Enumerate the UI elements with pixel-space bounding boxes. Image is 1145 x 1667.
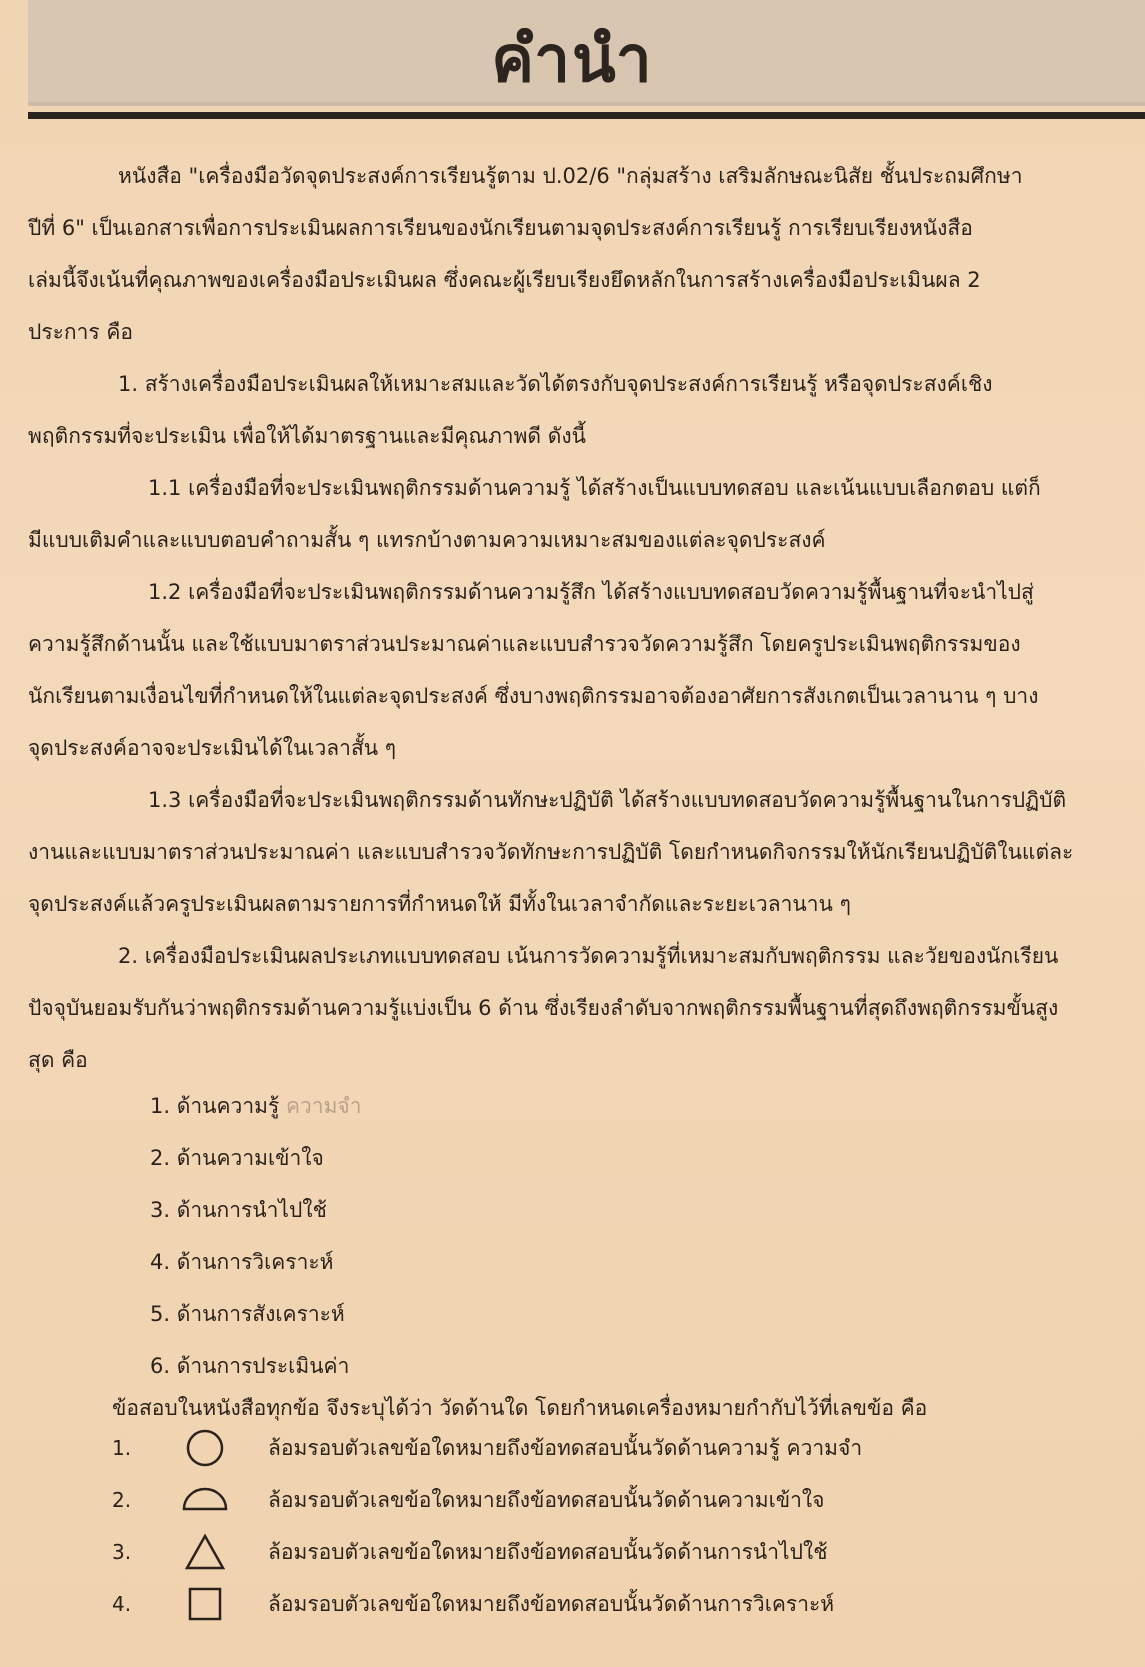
symbol-number: 4.	[112, 1592, 132, 1616]
symbol-row	[112, 1526, 1092, 1578]
point-1-2-line-2: ความรู้สึกด้านนั้น และใช้แบบมาตราส่วนประมาณค่าและแบบสำรวจวัดความรู้สึก โดยครูประเมินพฤติกรรมของ	[28, 632, 1021, 656]
domain-item: 5. ด้านการสังเคราะห์	[150, 1302, 345, 1326]
domain-item: 6. ด้านการประเมินค่า	[150, 1354, 350, 1378]
symbol-row	[112, 1578, 1092, 1630]
point-1-2-line-3: นักเรียนตามเงื่อนไขที่กำหนดให้ในแต่ละจุดประสงค์ ซึ่งบางพฤติกรรมอาจต้องอาศัยการสังเกตเป็นเวลานาน ๆ บาง	[28, 684, 1039, 708]
intro-line-1: หนังสือ "เครื่องมือวัดจุดประสงค์การเรียนรู้ตาม ป.02/6 "กลุ่มสร้าง เสริมลักษณะนิสัย ชั้นประถมศึกษา	[118, 164, 1023, 188]
point-1-line-1: 1. สร้างเครื่องมือประเมินผลให้เหมาะสมและวัดได้ตรงกับจุดประสงค์การเรียนรู้ หรือจุดประสงค์เชิง	[118, 372, 993, 396]
point-1-2-line-4: จุดประสงค์อาจจะประเมินได้ในเวลาสั้น ๆ	[28, 736, 397, 760]
square-icon	[174, 1582, 236, 1626]
point-1-1-line-1: 1.1 เครื่องมือที่จะประเมินพฤติกรรมด้านความรู้ ได้สร้างเป็นแบบทดสอบ และเน้นแบบเลือกตอบ แต่ก็	[148, 476, 1041, 500]
body-text	[28, 150, 1120, 1086]
point-1-line-2: พฤติกรรมที่จะประเมิน เพื่อให้ได้มาตรฐานและมีคุณภาพดี ดังนี้	[28, 424, 586, 448]
point-1-2-paragraph	[28, 566, 1120, 774]
point-1-3-line-2: งานและแบบมาตราส่วนประมาณค่า และแบบสำรวจวัดทักษะการปฏิบัติ โดยกำหนดกิจกรรมให้นักเรียนปฏิบัติในแต่ละ	[28, 840, 1074, 864]
symbol-number: 3.	[112, 1540, 132, 1564]
point-1-1-paragraph	[28, 462, 1120, 566]
point-1-1-line-2: มีแบบเติมคำและแบบตอบคำถามสั้น ๆ แทรกบ้างตามความเหมาะสมของแต่ละจุดประสงค์	[28, 528, 826, 552]
symbol-description: ล้อมรอบตัวเลขข้อใดหมายถึงข้อทดสอบนั้นวัดด้านความรู้ ความจำ	[268, 1435, 863, 1460]
point-1-paragraph	[28, 358, 1120, 462]
symbol-row	[112, 1474, 1092, 1526]
point-1-3-line-3: จุดประสงค์แล้วครูประเมินผลตามรายการที่กำหนดให้ มีทั้งในเวลาจำกัดและระยะเวลานาน ๆ	[28, 892, 851, 916]
intro-line-4: ประการ คือ	[28, 320, 134, 344]
semicircle-icon	[174, 1478, 236, 1522]
symbol-description: ล้อมรอบตัวเลขข้อใดหมายถึงข้อทดสอบนั้นวัดด้านความเข้าใจ	[268, 1487, 825, 1512]
point-2-line-2: ปัจจุบันยอมรับกันว่าพฤติกรรมด้านความรู้แบ่งเป็น 6 ด้าน ซึ่งเรียงลำดับจากพฤติกรรมพื้นฐานที่สุดถึงพฤติกรรมขั้นสูง	[28, 996, 1059, 1020]
domain-item: 4. ด้านการวิเคราะห์	[150, 1250, 334, 1274]
symbol-description: ล้อมรอบตัวเลขข้อใดหมายถึงข้อทดสอบนั้นวัดด้านการนำไปใช้	[268, 1539, 828, 1564]
point-2-line-3: สุด คือ	[28, 1048, 88, 1072]
symbol-number: 2.	[112, 1488, 132, 1512]
intro-line-3: เล่มนี้จึงเน้นที่คุณภาพของเครื่องมือประเมินผล ซึ่งคณะผู้เรียบเรียงยึดหลักในการสร้างเครื่องมือประเมินผล 2	[28, 268, 981, 292]
point-2-paragraph	[28, 930, 1120, 1086]
point-1-2-line-1: 1.2 เครื่องมือที่จะประเมินพฤติกรรมด้านความรู้สึก ได้สร้างแบบทดสอบวัดความรู้พื้นฐานที่จะนำไปสู่	[148, 580, 1034, 604]
symbol-note: ข้อสอบในหนังสือทุกข้อ จึงระบุได้ว่า วัดด้านใด โดยกำหนดเครื่องหมายกำกับไว้ที่เลขข้อ คือ	[112, 1396, 928, 1420]
symbol-legend	[112, 1422, 1092, 1630]
point-2-line-1: 2. เครื่องมือประเมินผลประเภทแบบทดสอบ เน้นการวัดความรู้ที่เหมาะสมกับพฤติกรรม และวัยของนักเรียน	[118, 944, 1059, 968]
symbol-number: 1.	[112, 1436, 132, 1460]
symbol-description: ล้อมรอบตัวเลขข้อใดหมายถึงข้อทดสอบนั้นวัดด้านการวิเคราะห์	[268, 1591, 835, 1616]
intro-paragraph	[28, 150, 1120, 358]
circle-icon	[174, 1426, 236, 1470]
triangle-icon	[174, 1530, 236, 1574]
point-1-3-paragraph	[28, 774, 1120, 930]
symbol-row	[112, 1422, 1092, 1474]
title-rule	[28, 112, 1145, 119]
domain-item: 1. ด้านความรู้ ความจำ	[150, 1094, 362, 1118]
point-1-3-line-1: 1.3 เครื่องมือที่จะประเมินพฤติกรรมด้านทักษะปฏิบัติ ได้สร้างแบบทดสอบวัดความรู้พื้นฐานในการปฏิบัติ	[148, 788, 1067, 812]
domain-item: 3. ด้านการนำไปใช้	[150, 1198, 327, 1222]
domain-list	[150, 1080, 362, 1392]
domain-item: 2. ด้านความเข้าใจ	[150, 1146, 324, 1170]
intro-line-2: ปีที่ 6" เป็นเอกสารเพื่อการประเมินผลการเรียนของนักเรียนตามจุดประสงค์การเรียนรู้ การเรียบเรียงหนังสือ	[28, 216, 973, 240]
page-title: คำนำ	[491, 23, 654, 97]
